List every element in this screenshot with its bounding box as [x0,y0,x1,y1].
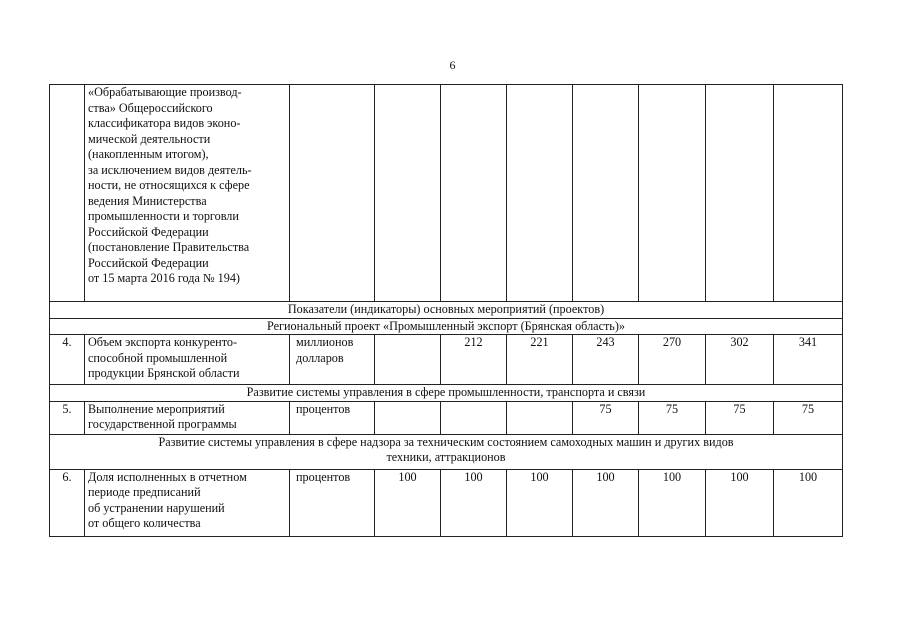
section-heading: Развитие системы управления в сфере надзора за техническим состоянием самоходных машин и других видов техники, аттракционов [50,434,843,469]
section-row-supervision [50,434,843,469]
value-cell [706,85,774,302]
value-cell [441,85,507,302]
indicator-name-cell: Выполнение мероприятий государственной программы [85,401,290,434]
unit-cell: процентов [290,469,375,536]
value-cell: 243 [573,335,639,385]
value-cell: 302 [706,335,774,385]
indicator-name-cell: Объем экспорта конкуренто- способной промышленной продукции Брянской области [85,335,290,385]
table-row-continuation [50,85,843,302]
unit-cell [290,85,375,302]
num-cell [50,85,85,302]
indicator-name-cell: Доля исполненных в отчетном периоде предписаний об устранении нарушений от общего количества [85,469,290,536]
value-cell [774,85,843,302]
value-cell: 75 [774,401,843,434]
section-row-indicators [50,302,843,319]
value-cell: 341 [774,335,843,385]
page-number: 6 [449,58,456,72]
value-cell [441,401,507,434]
value-cell: 100 [774,469,843,536]
value-cell: 100 [639,469,706,536]
value-cell [507,401,573,434]
value-cell: 221 [507,335,573,385]
indicators-table [49,84,843,537]
value-cell: 75 [706,401,774,434]
value-cell [639,85,706,302]
value-cell: 270 [639,335,706,385]
row-number: 4. [50,335,85,385]
indicator-name-cell: «Обрабатывающие производ- ства» Общероссийского классификатора видов эконо- мической деятельности (накопленным итогом), за исключением видов деятель- ности, не относящихся к сфере ведения Министерства промышленности и торговли Российской Федерации (постановление Правительства Российской Федерации от 15 марта 2016 года № 194) [85,85,290,302]
value-cell: 100 [375,469,441,536]
value-cell: 100 [573,469,639,536]
value-cell [375,85,441,302]
value-cell [375,335,441,385]
value-cell: 75 [639,401,706,434]
unit-cell: процентов [290,401,375,434]
value-cell: 100 [706,469,774,536]
section-row-transport [50,385,843,402]
value-cell: 75 [573,401,639,434]
unit-cell: миллионов долларов [290,335,375,385]
row-number: 6. [50,469,85,536]
value-cell: 100 [507,469,573,536]
section-row-project [50,318,843,335]
value-cell: 100 [441,469,507,536]
table-row-6 [50,469,843,536]
row-number: 5. [50,401,85,434]
section-heading: Развитие системы управления в сфере промышленности, транспорта и связи [50,385,843,402]
value-cell [507,85,573,302]
section-heading: Показатели (индикаторы) основных мероприятий (проектов) [50,302,843,319]
section-heading: Региональный проект «Промышленный экспорт (Брянская область)» [50,318,843,335]
value-cell [375,401,441,434]
table-row-5 [50,401,843,434]
value-cell [573,85,639,302]
table-row-4 [50,335,843,385]
value-cell: 212 [441,335,507,385]
